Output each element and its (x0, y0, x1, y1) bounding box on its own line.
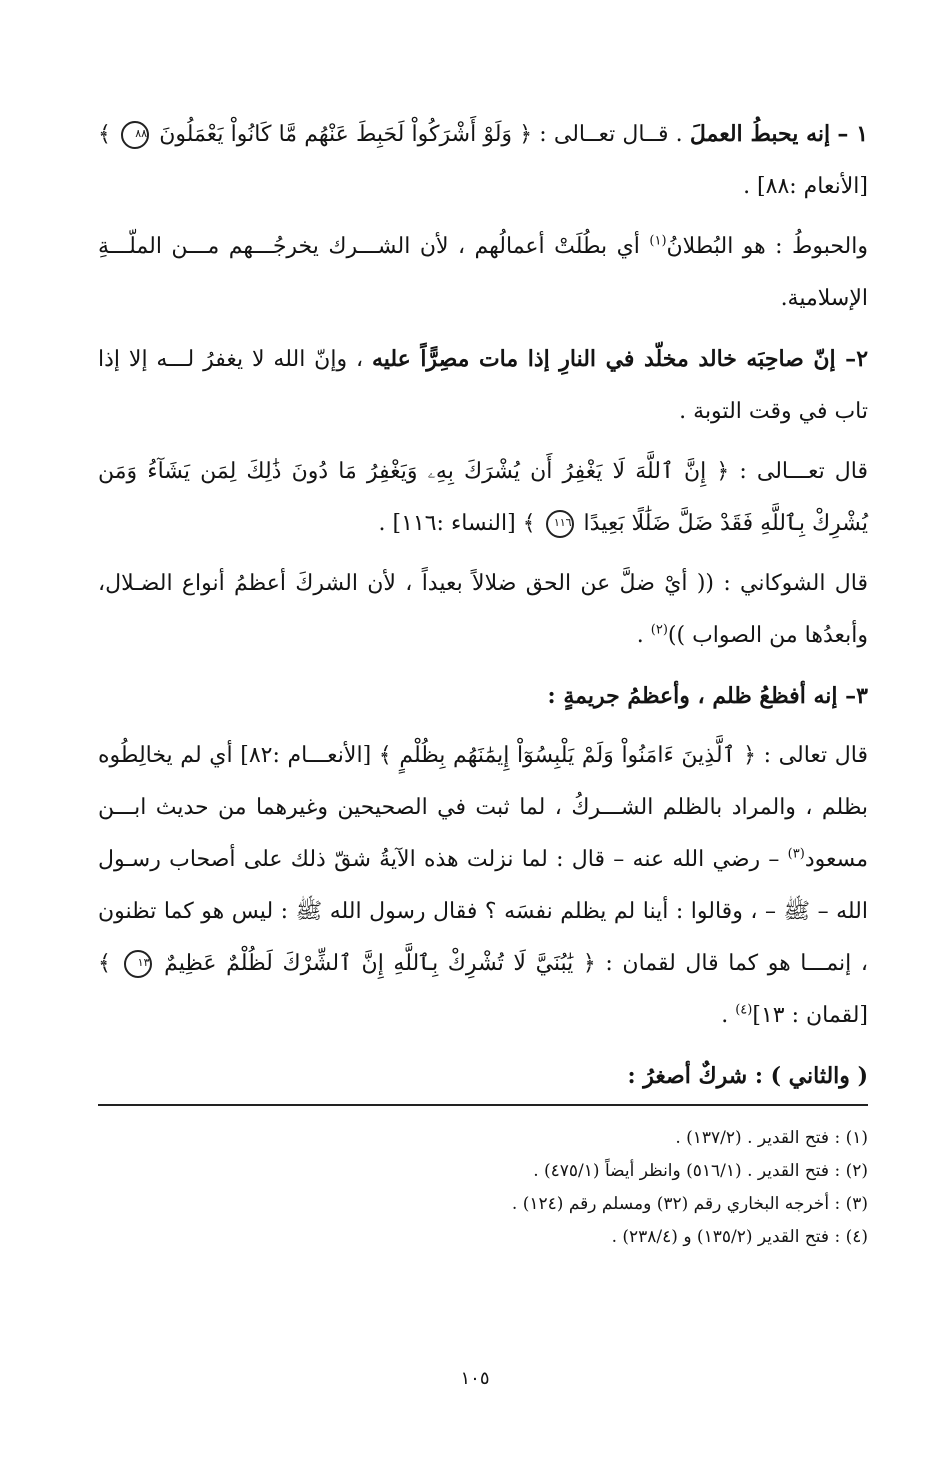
ayah-number-icon: ١٣ (124, 950, 152, 978)
quran-verse-nisa-116: ﴿ إِنَّ ٱللَّهَ لَا يَغْفِرُ أَن يُشْرَكَ بِهِۦ وَيَغْفِرُ مَا دُونَ ذَٰلِكَ لِمَن يَشَآءُ وَمَن يُشْرِكْ بِٱللَّهِ فَقَدْ ضَلَّ ضَلَٰلًا بَعِيدًا (98, 459, 868, 536)
footnote-3: (٣) : أخرجه البخاري رقم (٣٢) ومسلم رقم (١٢٤) . (511, 1194, 868, 1214)
point-3-intro: قال تعالى : (763, 743, 868, 768)
footnote-ref-2: (٢) (650, 622, 668, 638)
paragraph-5 (98, 558, 868, 662)
quran-verse-luqman-13: ﴿ يَٰبُنَيَّ لَا تُشْرِكْ بِٱللَّهِ إِنَّ ٱلشِّرْكَ لَظُلْمٌ عَظِيمٌ (164, 951, 596, 976)
page-number: ١٠٥ (460, 1368, 490, 1389)
sentence-end: . (721, 1003, 729, 1028)
verse-reference: ﴾ [النساء :١١٦] . (378, 511, 536, 536)
paragraph-3 (98, 333, 868, 438)
ayah-number-icon: ٨٨ (121, 121, 149, 149)
point-3-heading: ٣– إنه أفظعُ ظلم ، وأعظمُ جريمةٍ : (547, 683, 868, 709)
verse-reference: ﴾ [الأنعام :٨٨] . (98, 122, 868, 199)
page-body (98, 108, 868, 1102)
footnote-divider (98, 1104, 868, 1106)
hadith-text: – رضي الله عنه – قال : لما نزلت هذه الآيةُ شقّ ذلك على أصحاب رسـول الله – ﷺ – ، وقالوا : أينا لم يظلم نفسَه ؟ فقال رسول الله ﷺ : ليس هو كما تظنون ، إنمـــا هو كما قال لقمان : (98, 847, 868, 976)
point-1-intro: . قــال تعــالى : (539, 122, 683, 147)
point-2-intro: قال تعـــالى : (739, 459, 868, 484)
section-heading-minor-shirk: ( والثاني ) : شركٌ أصغرُ : (627, 1063, 868, 1089)
footnote-1: (١) : فتح القدير . (١٣٧/٢) . (675, 1128, 868, 1148)
paragraph-7 (98, 730, 868, 1042)
footnote-ref-4: (٤) (735, 1002, 753, 1018)
point-3-text: [الأنعـــام :٨٢] أي لم يخالِطُوه بظلم ، والمراد بالظلم الشـــركُ ، لما ثبت في الصحيحين وغيرهما من حديث ابـــن مسعود (98, 743, 868, 872)
shawkani-quote: قال الشوكاني : (( أيْ ضلَّ عن الحق ضلالاً بعيداً ، لأن الشركَ أعظمُ أنواع الضـلال، وأبعدُها من الصواب )) (98, 571, 868, 648)
ayah-number-icon: ١١٦ (546, 510, 574, 538)
point-2-heading: ٢– إنّ صاحِبَه خالد مخلّد في النارِ إذا مات مصِرًّاً عليه (371, 346, 869, 372)
point-1-number: ١ – (837, 121, 869, 147)
footnote-ref-3: (٣) (787, 846, 805, 862)
quran-verse-anam-88: ﴿ وَلَوْ أَشْرَكُواْ لَحَبِطَ عَنْهُم مَّا كَانُواْ يَعْمَلُونَ (159, 122, 533, 147)
paragraph-1 (98, 108, 868, 213)
sentence-end: . (636, 623, 644, 648)
point-2-text: ، وإنّ الله لا يغفرُ لـــه إلا إذا تاب في وقت التوبة . (98, 347, 868, 424)
habut-definition: والحبوطُ : هو البُطلانُ (666, 234, 868, 259)
verse-reference: ﴾ [لقمان : ١٣] (98, 951, 868, 1028)
habut-explanation: أي بطُلَتْ أعمالُهم ، لأن الشـــرك يخرجُـــهم مـــن الملّـــةِ الإسلامية. (98, 234, 868, 311)
quran-verse-anam-82: ﴿ ٱلَّذِينَ ءَامَنُواْ وَلَمْ يَلْبِسُوٓاْ إِيمَٰنَهُم بِظُلْمٍ ﴾ (378, 743, 756, 768)
paragraph-4 (98, 446, 868, 550)
point-1-heading: إنه يحبطُ العملَ (689, 121, 831, 147)
footnotes (98, 1122, 868, 1254)
footnote-2: (٢) : فتح القدير . (٥١٦/١) وانظر أيضاً (٤٧٥/١) . (533, 1161, 868, 1181)
paragraph-2 (98, 221, 868, 325)
footnote-4: (٤) : فتح القدير (١٣٥/٢) و (٢٣٨/٤) . (611, 1227, 868, 1247)
footnote-ref-1: (١) (649, 233, 667, 249)
